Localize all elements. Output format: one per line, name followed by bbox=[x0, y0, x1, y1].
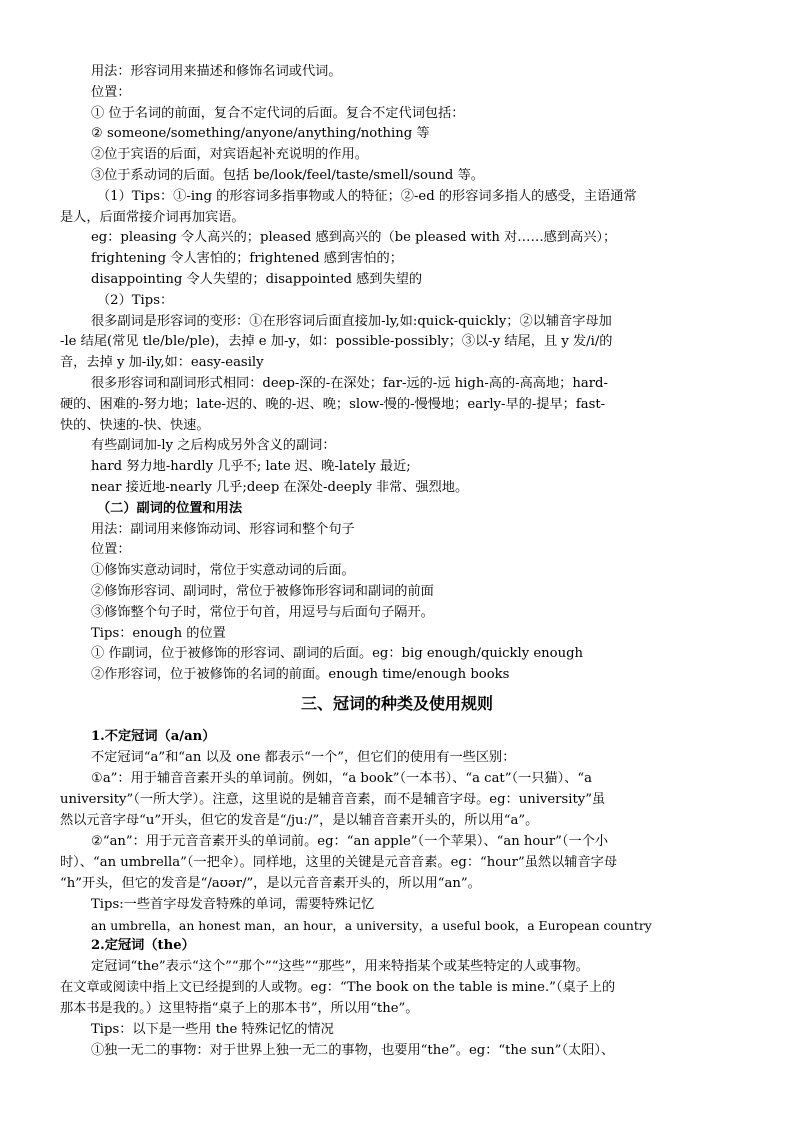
text-line: ①独一无二的事物：对于世界上独一无二的事物，也要用“the”。eg：“the sun”（太阳）、 bbox=[91, 1043, 615, 1058]
text-line: ②作形容词，位于被修饰的名词的前面。enough time/enough books bbox=[91, 667, 510, 682]
text-line: eg：pleasing 令人高兴的；pleased 感到高兴的（be pleased with 对……感到高兴）； bbox=[91, 230, 617, 245]
text-line: ①a”：用于辅音音素开头的单词前。例如，“a book”（一本书）、“a cat”（一只猫）、“a bbox=[91, 771, 593, 786]
text-line: 快的、快速的-快、快速。 bbox=[60, 418, 210, 433]
text-line: 用法：形容词用来描述和修饰名词或代词。 bbox=[91, 64, 342, 79]
text-line: 位置： bbox=[91, 542, 131, 557]
text-line: （1）Tips：①-ing 的形容词多指事物或人的特征；②-ed 的形容词多指人的感受，主语通常 bbox=[97, 189, 637, 204]
text-line: 在文章或阅读中指上文已经提到的人或物。eg：“The book on the table is mine.”（桌子上的 bbox=[60, 980, 616, 995]
text-line: 很多副词是形容词的变形：①在形容词后面直接加-ly,如:quick-quickly；②以辅音字母加 bbox=[91, 314, 612, 329]
text-line: ②修饰形容词、副词时，常位于被修饰形容词和副词的前面 bbox=[91, 584, 434, 599]
text-line: Tips：enough 的位置 bbox=[91, 626, 226, 641]
text-line: 音，去掉 y 加-ily,如：easy-easily bbox=[60, 355, 264, 370]
text-line: near 接近地-nearly 几乎;deep 在深处-deeply 非常、强烈地。 bbox=[91, 480, 469, 495]
text-line: 位置： bbox=[91, 85, 131, 100]
text-line: ③位于系动词的后面。包括 be/look/feel/taste/smell/sound 等。 bbox=[91, 168, 484, 183]
section-subheading: 1.不定冠词（a/an） bbox=[91, 729, 216, 744]
text-line: 硬的、困难的-努力地；late-迟的、晚的-迟、晚；slow-慢的-慢慢地；early-早的-提早；fast- bbox=[60, 397, 606, 412]
text-line: 然以元音字母“u”开头，但它的发音是“/juː/”，是以辅音音素开头的，所以用“a”。 bbox=[60, 813, 539, 828]
text-line: 那本书是我的。）这里特指“桌子上的那本书”，所以用“the”。 bbox=[60, 1001, 419, 1016]
text-line: ①修饰实意动词时，常位于实意动词的后面。 bbox=[91, 563, 355, 578]
text-line: 有些副词加-ly 之后构成另外含义的副词： bbox=[91, 438, 336, 453]
text-line: 不定冠词“a”和“an 以及 one 都表示“一个”，但它们的使用有一些区别： bbox=[91, 750, 516, 765]
text-line: disappointing 令人失望的；disappointed 感到失望的 bbox=[91, 272, 423, 287]
text-line: 用法：副词用来修饰动词、形容词和整个句子 bbox=[91, 522, 355, 537]
text-line: ② someone/something/anyone/anything/nothing 等 bbox=[91, 126, 430, 141]
text-line: 是人，后面常接介词再加宾语。 bbox=[60, 210, 245, 225]
text-line: ②“an”：用于元音音素开头的单词前。eg：“an apple”（一个苹果）、“an hour”（一个小 bbox=[91, 834, 609, 849]
text-line: ②位于宾语的后面，对宾语起补充说明的作用。 bbox=[91, 147, 368, 162]
text-line: 定冠词“the”表示“这个”“那个”“这些”“那些”，用来特指某个或某些特定的人或事物。 bbox=[91, 959, 589, 974]
text-line: 时）、“an umbrella”（一把伞）。同样地，这里的关键是元音音素。eg：“hour”虽然以辅音字母 bbox=[60, 855, 618, 870]
section-subheading: 2.定冠词（the） bbox=[91, 938, 195, 953]
section-subheading: （二）副词的位置和用法 bbox=[97, 501, 243, 516]
text-line: an umbrella，an honest man，an hour，a university，a useful book，a European country bbox=[91, 918, 652, 933]
text-line: “h”开头，但它的发音是“/aʊər/”，是以元音音素开头的，所以用“an”。 bbox=[60, 876, 481, 891]
section-heading: 三、冠词的种类及使用规则 bbox=[300, 694, 493, 713]
text-line: frightening 令人害怕的；frightened 感到害怕的； bbox=[91, 251, 403, 266]
text-line: ① 作副词，位于被修饰的形容词、副词的后面。eg：big enough/quickly enough bbox=[91, 646, 584, 661]
text-line: Tips：以下是一些用 the 特殊记忆的情况 bbox=[91, 1022, 334, 1037]
text-line: ① 位于名词的前面，复合不定代词的后面。复合不定代词包括： bbox=[91, 106, 465, 121]
text-line: （2）Tips： bbox=[97, 293, 174, 308]
text-line: ③修饰整个句子时，常位于句首，用逗号与后面句子隔开。 bbox=[91, 605, 434, 620]
text-line: university”（一所大学）。注意，这里说的是辅音音素，而不是辅音字母。eg：university”虽 bbox=[60, 792, 606, 807]
text-line: Tips:一些首字母发音特殊的单词，需要特殊记忆 bbox=[91, 897, 375, 912]
text-line: -le 结尾(常见 tle/ble/ple)，去掉 e 加-y，如：possible-possibly；③以-y 结尾，且 y 发/i/的 bbox=[60, 334, 613, 349]
text-line: 很多形容词和副词形式相同：deep-深的-在深处；far-远的-远 high-高的-高高地；hard- bbox=[91, 376, 608, 391]
text-line: hard 努力地-hardly 几乎不; late 迟、晚-lately 最近; bbox=[91, 459, 411, 474]
